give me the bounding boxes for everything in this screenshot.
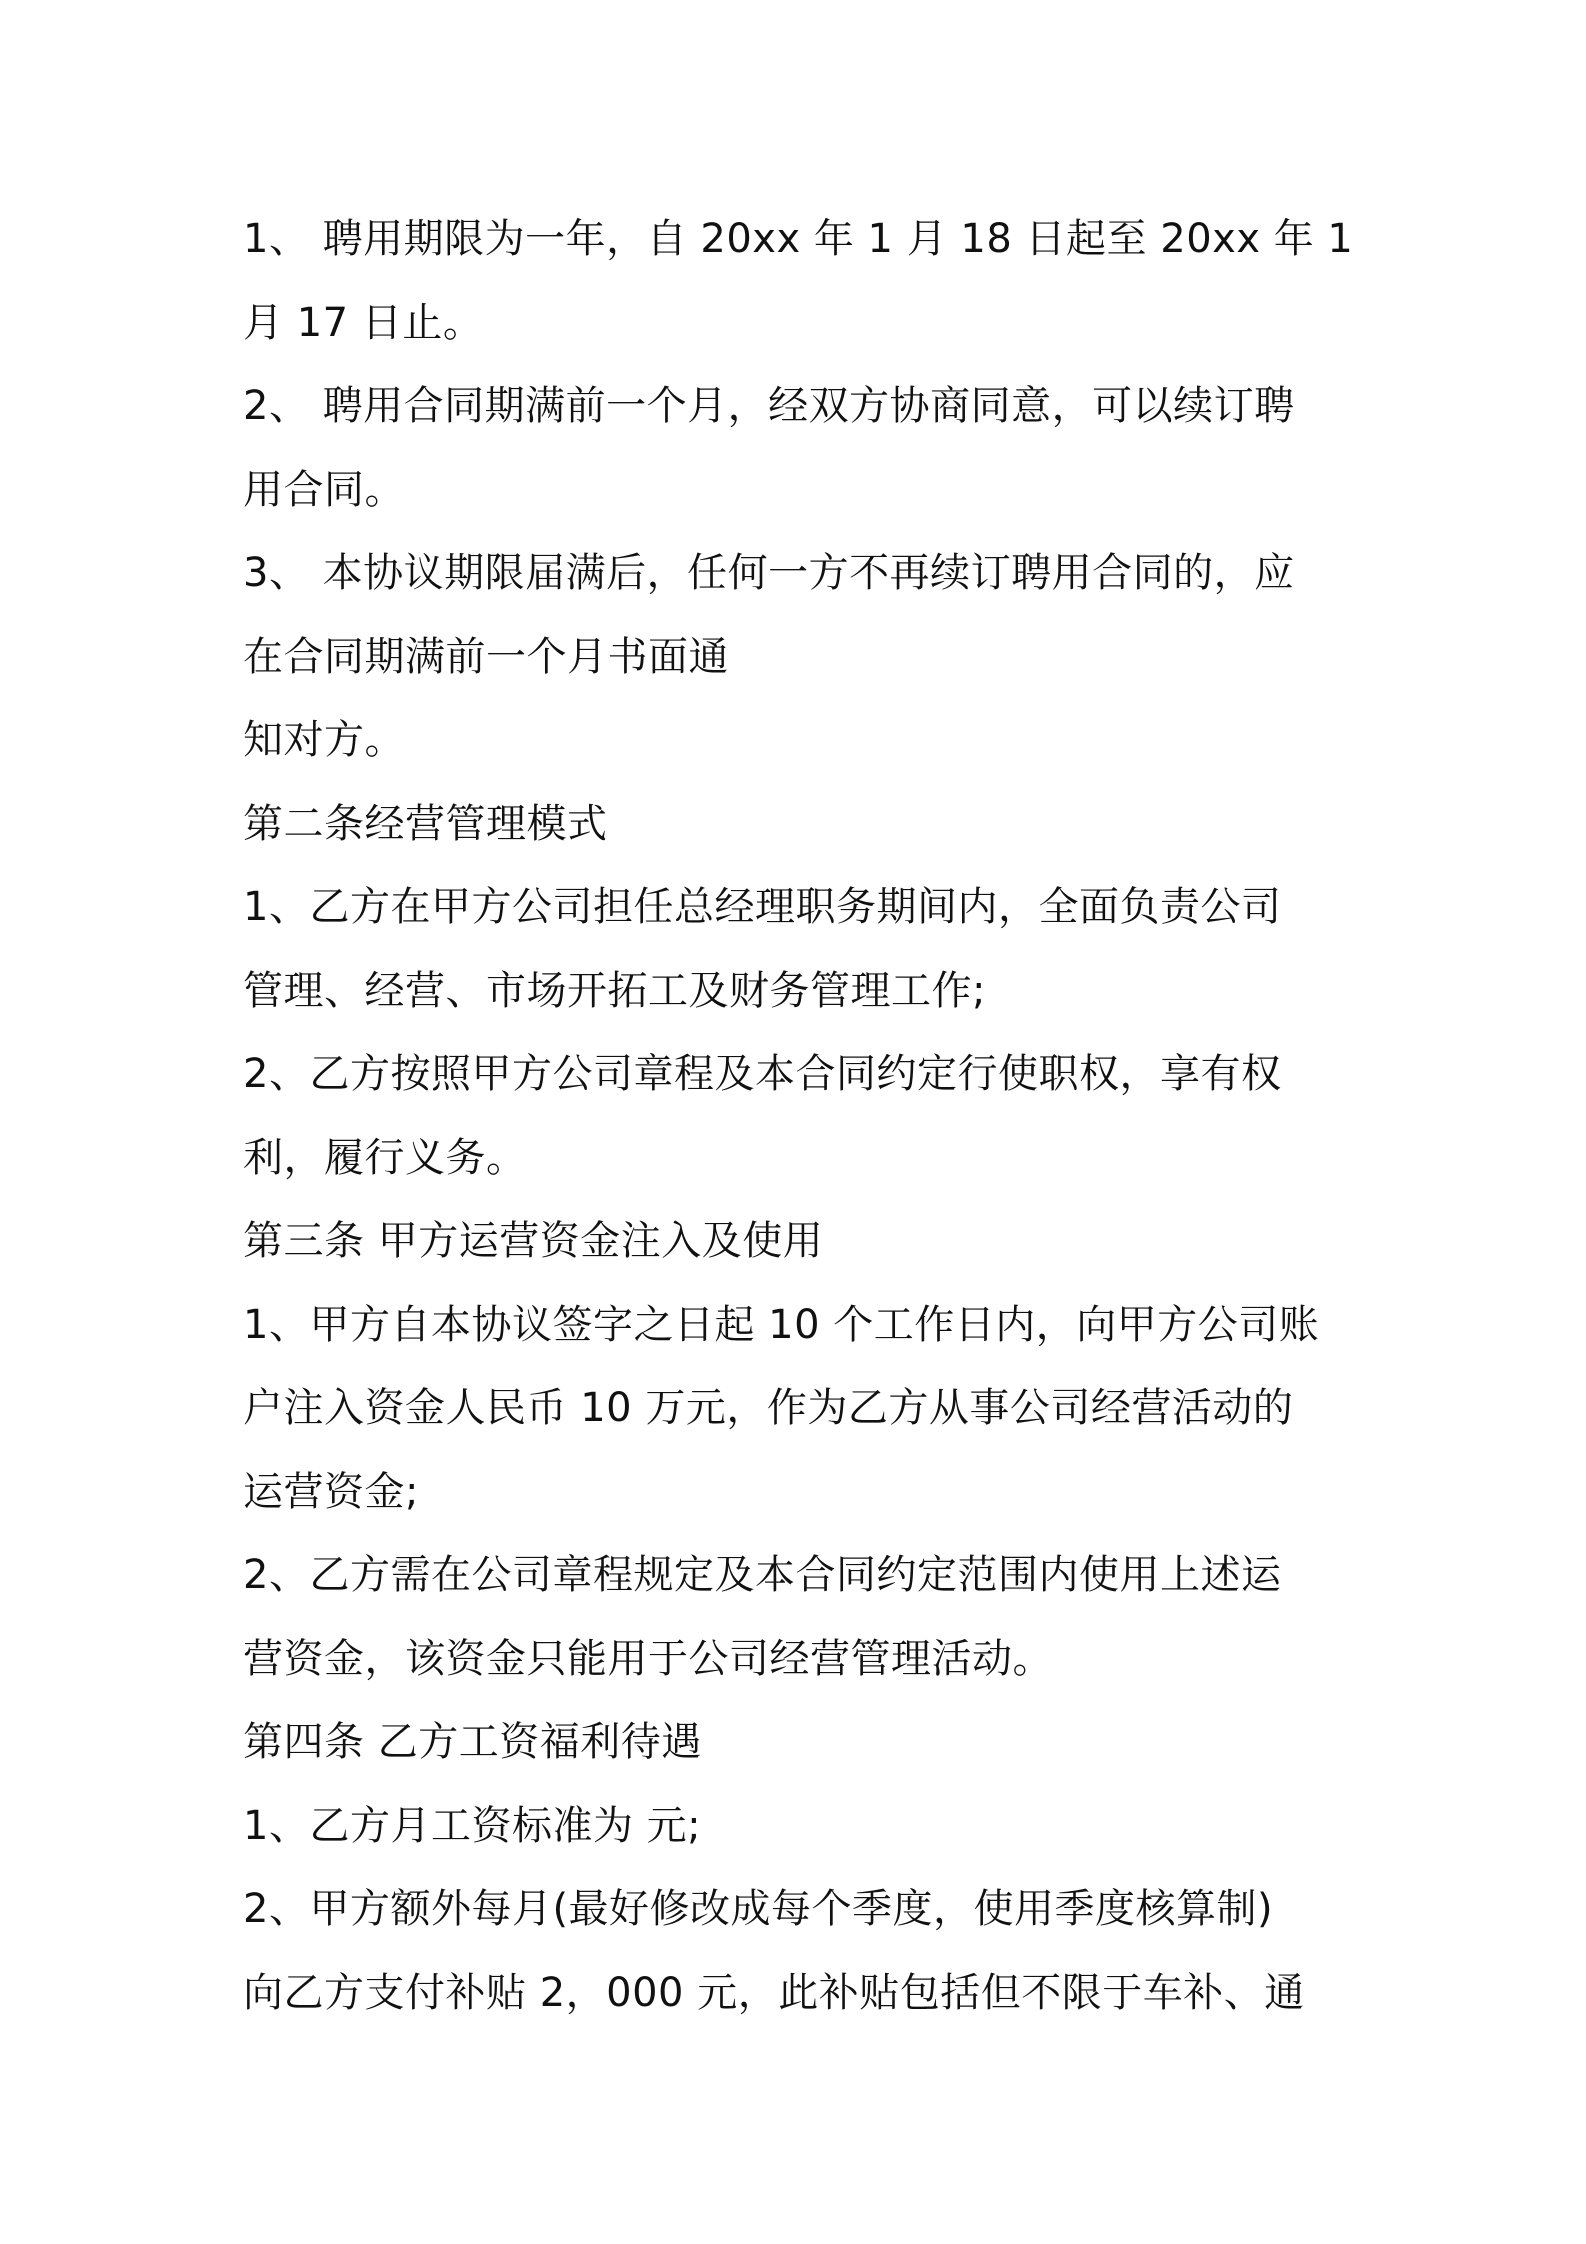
text-line: 1、甲方自本协议签字之日起 10 个工作日内，向甲方公司账 bbox=[243, 1301, 1320, 1348]
document-body bbox=[243, 198, 1363, 2035]
text-line: 2、乙方按照甲方公司章程及本合同约定行使职权，享有权 bbox=[243, 1051, 1282, 1097]
section-heading: 第四条 乙方工资福利待遇 bbox=[243, 1719, 702, 1765]
text-line: 1、乙方月工资标准为 元; bbox=[243, 1802, 702, 1849]
text-line: 户注入资金人民币 10 万元，作为乙方从事公司经营活动的 bbox=[243, 1385, 1294, 1431]
text-line: 月 17 日止。 bbox=[243, 299, 484, 346]
text-line: 用合同。 bbox=[243, 466, 405, 513]
text-line: 2、 聘用合同期满前一个月，经双方协商同意，可以续订聘 bbox=[243, 383, 1295, 429]
section-heading: 第二条经营管理模式 bbox=[243, 800, 608, 847]
text-line: 1、 聘用期限为一年，自 20xx 年 1 月 18 日起至 20xx 年 1 bbox=[243, 216, 1354, 262]
text-line: 在合同期满前一个月书面通 bbox=[243, 633, 729, 680]
text-line: 1、乙方在甲方公司担任总经理职务期间内，全面负责公司 bbox=[243, 884, 1282, 930]
text-line: 2、乙方需在公司章程规定及本合同约定范围内使用上述运 bbox=[243, 1552, 1282, 1598]
text-line: 知对方。 bbox=[243, 717, 405, 763]
section-heading: 第三条 甲方运营资金注入及使用 bbox=[243, 1218, 824, 1264]
text-line: 管理、经营、市场开拓工及财务管理工作; bbox=[243, 967, 986, 1014]
text-line: 3、 本协议期限届满后，任何一方不再续订聘用合同的，应 bbox=[243, 550, 1295, 596]
text-line: 营资金，该资金只能用于公司经营管理活动。 bbox=[243, 1635, 1053, 1682]
text-line: 运营资金; bbox=[243, 1468, 419, 1515]
text-line: 利，履行义务。 bbox=[243, 1134, 527, 1181]
text-line: 2、甲方额外每月(最好修改成每个季度，使用季度核算制) bbox=[243, 1886, 1274, 1932]
text-line: 向乙方支付补贴 2，000 元，此补贴包括但不限于车补、通 bbox=[243, 1969, 1305, 2016]
